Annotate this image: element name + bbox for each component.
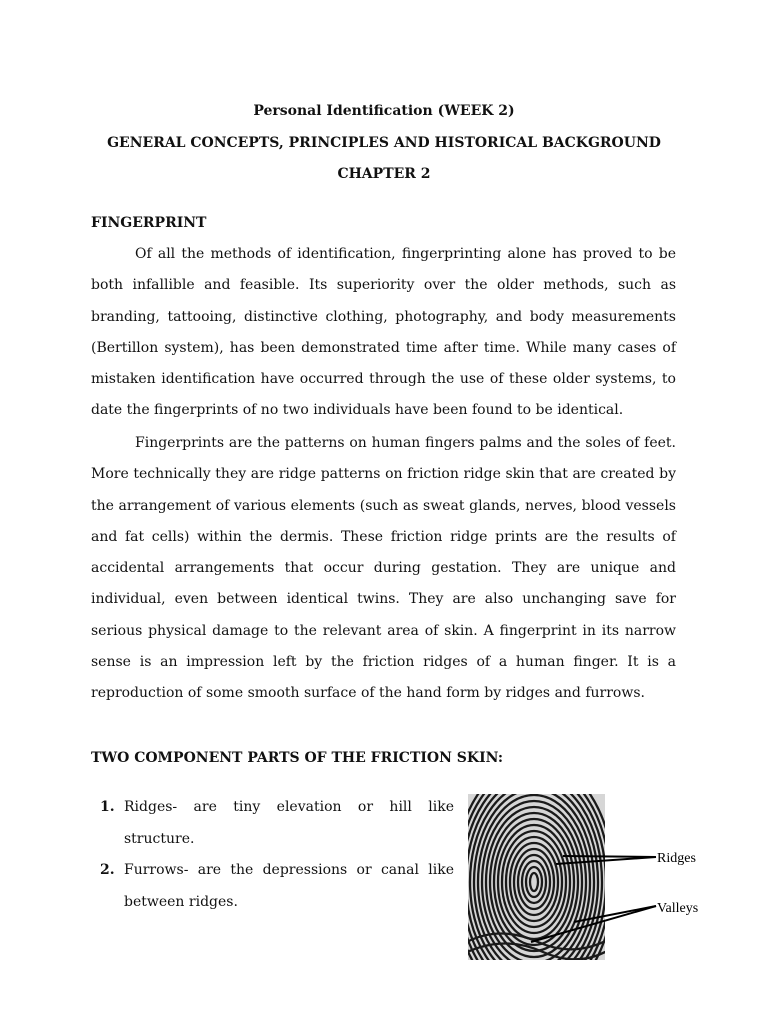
fingerprint-figure bbox=[468, 794, 718, 964]
document-title: Personal Identification (WEEK 2) bbox=[253, 103, 515, 119]
component-list bbox=[100, 792, 454, 918]
list-text: Ridges- are tiny elevation or hill like structure. bbox=[124, 799, 454, 847]
list-number: 2. bbox=[100, 862, 115, 878]
chapter-heading: CHAPTER 2 bbox=[337, 166, 431, 182]
list-item bbox=[100, 792, 454, 855]
list-item bbox=[100, 855, 454, 918]
list-text: Furrows- are the depressions or canal like between ridges. bbox=[124, 862, 454, 910]
list-number: 1. bbox=[100, 799, 115, 815]
ridges-label: Ridges bbox=[657, 851, 696, 866]
document-subtitle: GENERAL CONCEPTS, PRINCIPLES AND HISTORICAL BACKGROUND bbox=[107, 135, 661, 151]
paragraph: Fingerprints are the patterns on human fingers palms and the soles of feet. More technically they are ridge patterns on friction ridge skin that are created by the arrangement of various elements (such as sweat glands, nerves, blood vessels and fat cells) within the dermis. These friction ridge prints are the results of accidental arrangements that occur during gestation. They are unique and individual, even between identical twins. They are also unchanging save for serious physical damage to the relevant area of skin. A fingerprint in its narrow sense is an impression left by the friction ridges of a human finger. It is a reproduction of some smooth surface of the hand form by ridges and furrows. bbox=[91, 435, 676, 702]
section-heading-components: TWO COMPONENT PARTS OF THE FRICTION SKIN: bbox=[91, 750, 504, 766]
valleys-label: Valleys bbox=[657, 901, 699, 916]
section-heading-fingerprint: FINGERPRINT bbox=[91, 215, 207, 231]
paragraph: Of all the methods of identification, fingerprinting alone has proved to be both infallible and feasible. Its superiority over the older methods, such as branding, tattooing, distinctive clothing, photography, and body measurements (Bertillon system), has been demonstrated time after time. While many cases of mistaken identification have occurred through the use of these older systems, to date the fingerprints of no two individuals have been found to be identical. bbox=[91, 246, 676, 419]
